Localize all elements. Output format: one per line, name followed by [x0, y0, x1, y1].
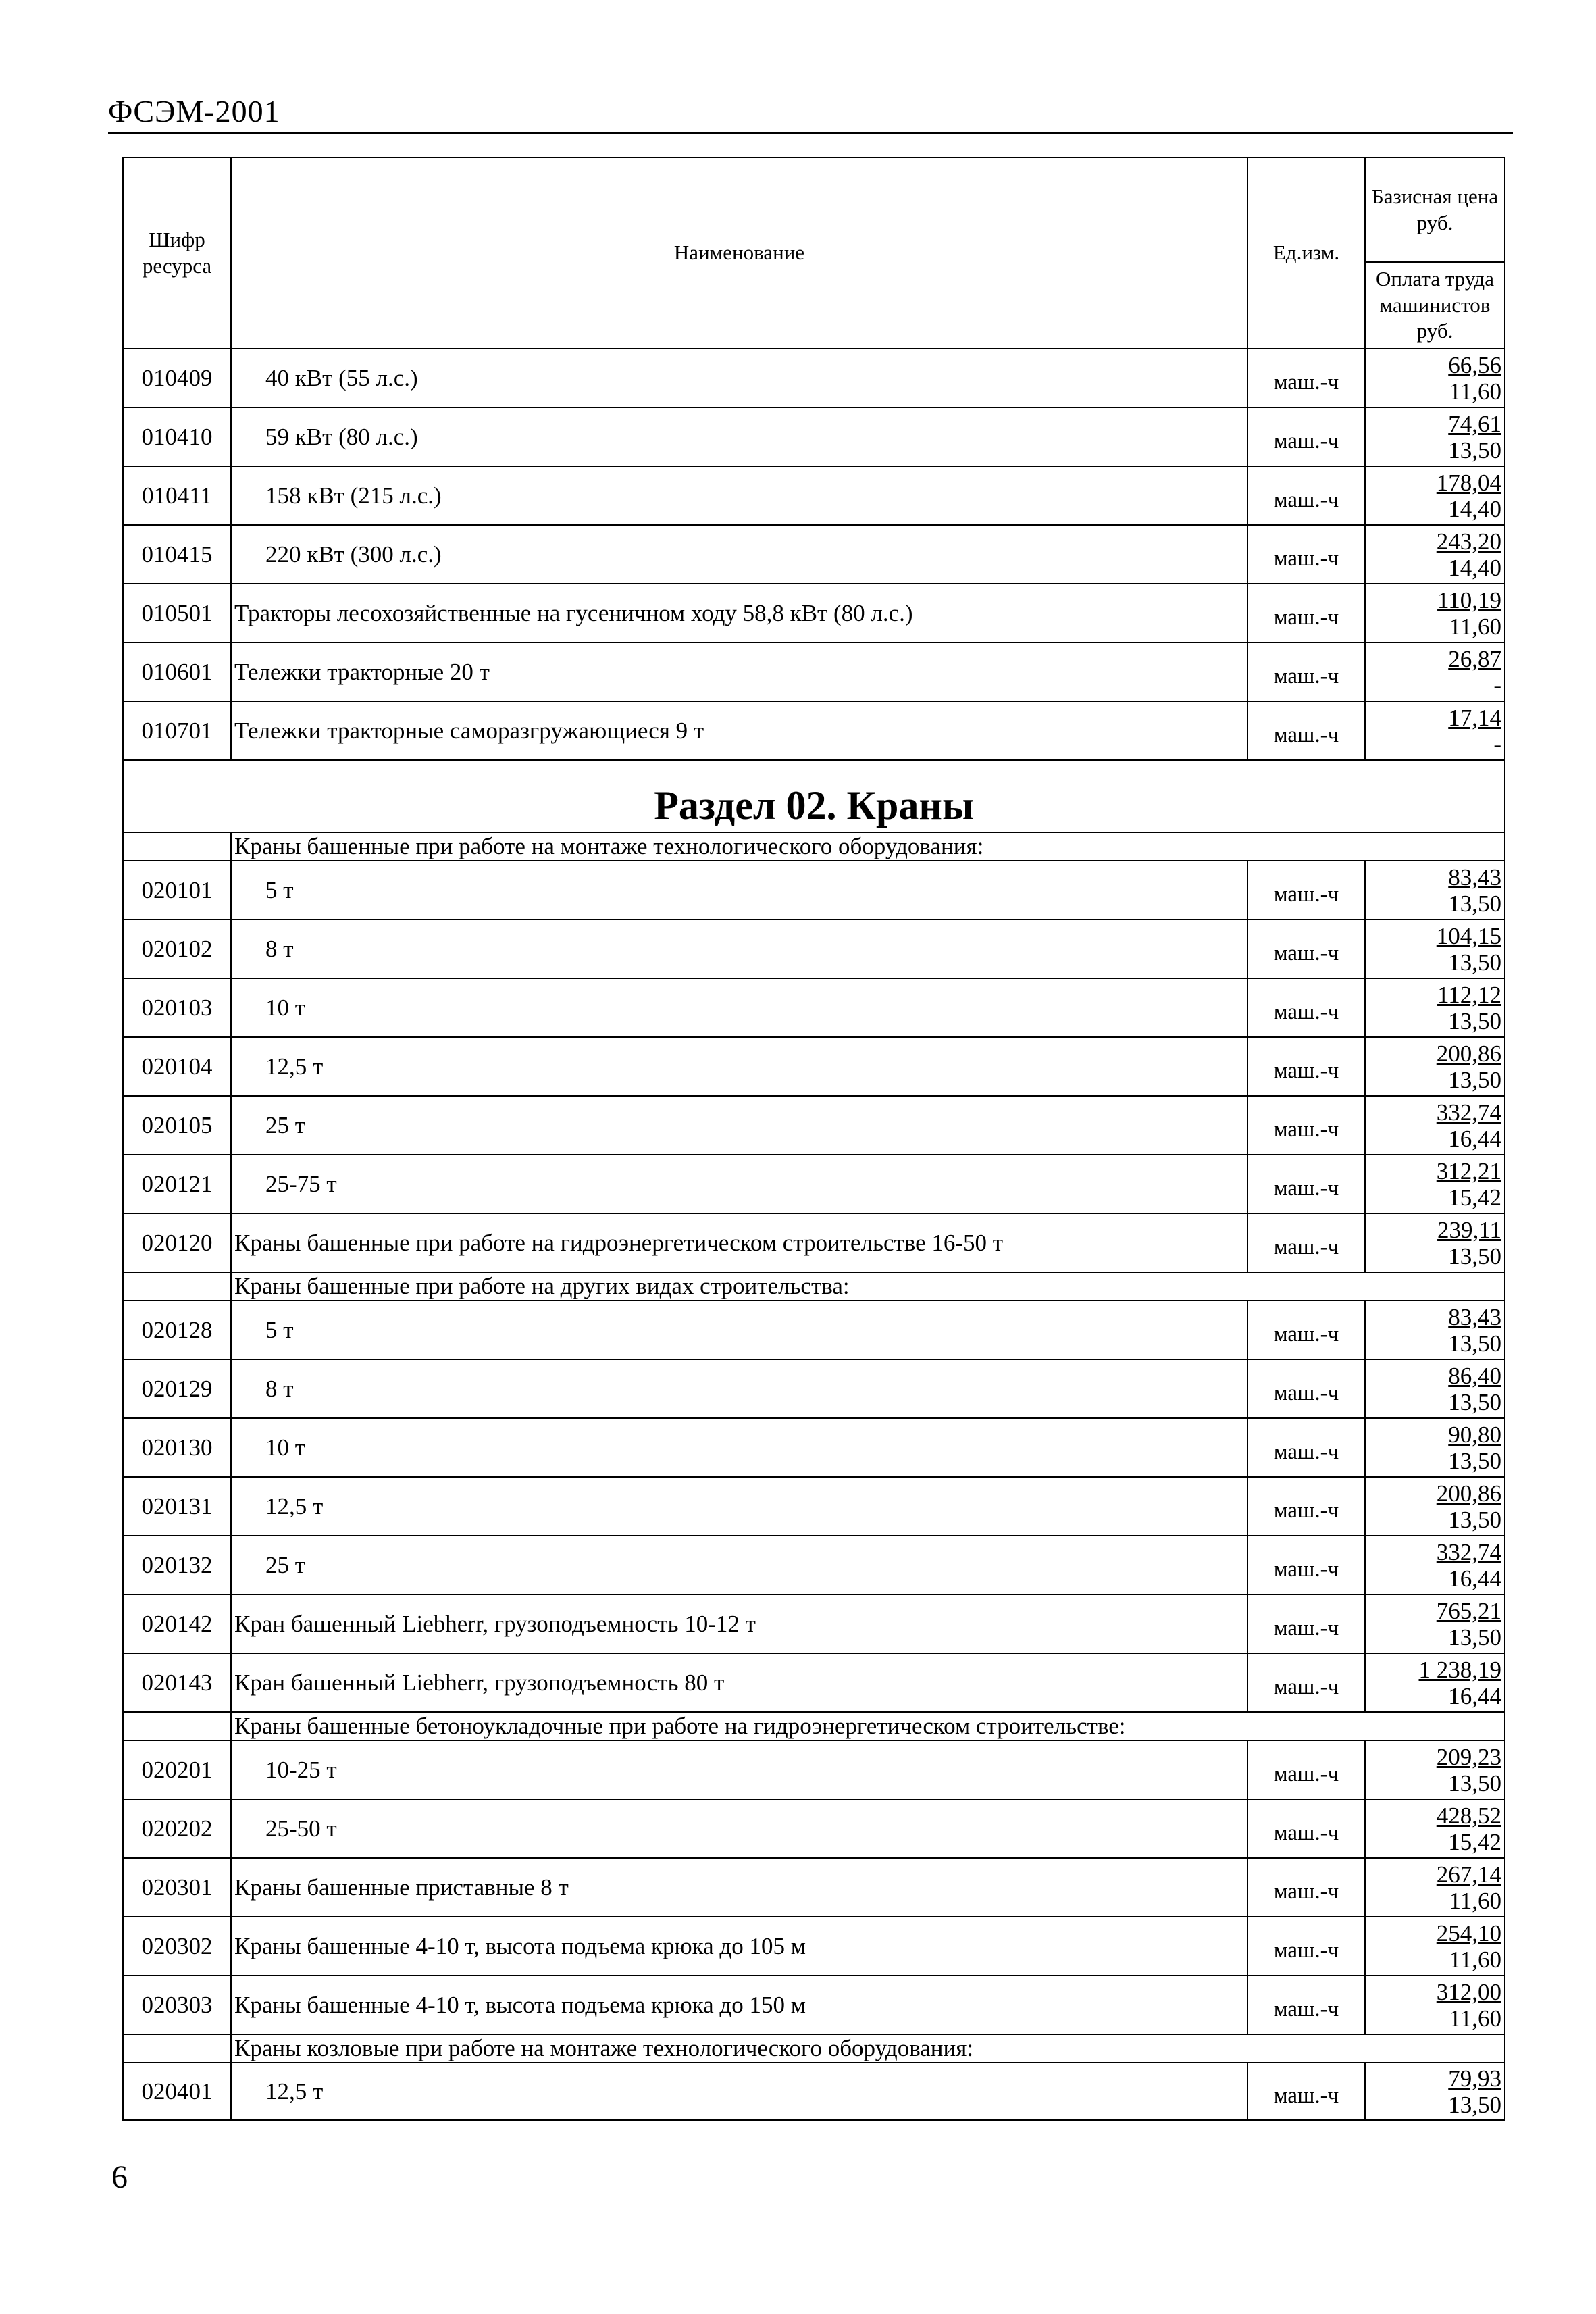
resource-unit: маш.-ч — [1247, 1418, 1365, 1477]
resource-unit: маш.-ч — [1247, 1594, 1365, 1653]
operator-wage: 15,42 — [1448, 1184, 1501, 1211]
table-row — [123, 584, 1505, 643]
resource-name: 8 т — [231, 1359, 1247, 1418]
price-cell — [1365, 584, 1505, 643]
price-cell — [1365, 1213, 1505, 1272]
resource-name: Краны башенные 4-10 т, высота подъема крюка до 105 м — [231, 1917, 1247, 1976]
resource-unit: маш.-ч — [1247, 466, 1365, 525]
price-cell — [1365, 525, 1505, 584]
resource-name: 158 кВт (215 л.с.) — [231, 466, 1247, 525]
resource-name: 8 т — [231, 920, 1247, 978]
section-title: Раздел 02. Краны — [123, 760, 1505, 832]
resource-code: 020302 — [123, 1917, 231, 1976]
price-cell — [1365, 1858, 1505, 1917]
resource-name: Краны башенные приставные 8 т — [231, 1858, 1247, 1917]
resource-unit: маш.-ч — [1247, 1037, 1365, 1096]
resource-name: Краны башенные при работе на гидроэнергетическом строительстве 16-50 т — [231, 1213, 1247, 1272]
table-row — [123, 407, 1505, 466]
resource-unit: маш.-ч — [1247, 1155, 1365, 1213]
table-row — [123, 525, 1505, 584]
table-row — [123, 1858, 1505, 1917]
resource-unit: маш.-ч — [1247, 1477, 1365, 1536]
table-row — [123, 1653, 1505, 1712]
resource-name: Тележки тракторные саморазгружающиеся 9 т — [231, 701, 1247, 760]
resource-code: 020121 — [123, 1155, 231, 1213]
resource-unit: маш.-ч — [1247, 1213, 1365, 1272]
price-cell — [1365, 1301, 1505, 1359]
resource-name: 5 т — [231, 861, 1247, 920]
base-price: 17,14 — [1448, 704, 1501, 731]
resource-code: 020201 — [123, 1740, 231, 1799]
resource-table — [122, 157, 1505, 2121]
resource-unit: маш.-ч — [1247, 701, 1365, 760]
base-price: 83,43 — [1448, 1303, 1501, 1330]
price-cell — [1365, 349, 1505, 407]
resource-code: 020103 — [123, 978, 231, 1037]
resource-name: Кран башенный Liebherr, грузоподъемность 10-12 т — [231, 1594, 1247, 1653]
table-row — [123, 1213, 1505, 1272]
base-price: 112,12 — [1437, 981, 1501, 1008]
operator-wage: 13,50 — [1448, 1066, 1501, 1093]
price-cell — [1365, 1418, 1505, 1477]
operator-wage: - — [1493, 730, 1501, 757]
resource-code: 020131 — [123, 1477, 231, 1536]
operator-wage: 13,50 — [1448, 1330, 1501, 1357]
operator-wage: 13,50 — [1448, 890, 1501, 917]
table-row — [123, 466, 1505, 525]
price-cell — [1365, 1740, 1505, 1799]
operator-wage: 13,50 — [1448, 2091, 1501, 2118]
resource-code: 010411 — [123, 466, 231, 525]
resource-unit: маш.-ч — [1247, 584, 1365, 643]
table-row — [123, 1976, 1505, 2034]
table-row — [123, 1359, 1505, 1418]
resource-name: Тележки тракторные 20 т — [231, 643, 1247, 701]
resource-code: 020142 — [123, 1594, 231, 1653]
resource-unit: маш.-ч — [1247, 861, 1365, 920]
base-price: 765,21 — [1436, 1597, 1501, 1624]
table-row — [123, 1096, 1505, 1155]
operator-wage: 16,44 — [1448, 1682, 1501, 1709]
header-code: Шифр ресурса — [123, 157, 231, 349]
resource-unit: маш.-ч — [1247, 1917, 1365, 1976]
price-cell — [1365, 407, 1505, 466]
resource-unit: маш.-ч — [1247, 1096, 1365, 1155]
base-price: 239,11 — [1437, 1216, 1501, 1243]
price-cell — [1365, 1096, 1505, 1155]
resource-unit: маш.-ч — [1247, 643, 1365, 701]
resource-name: Краны башенные 4-10 т, высота подъема крюка до 150 м — [231, 1976, 1247, 2034]
resource-unit: маш.-ч — [1247, 1740, 1365, 1799]
price-cell — [1365, 920, 1505, 978]
group-code-empty — [123, 1712, 231, 1740]
resource-code: 020143 — [123, 1653, 231, 1712]
price-cell — [1365, 1653, 1505, 1712]
header-unit: Ед.изм. — [1247, 157, 1365, 349]
operator-wage: 13,50 — [1448, 1242, 1501, 1269]
operator-wage: 13,50 — [1448, 1506, 1501, 1533]
base-price: 312,21 — [1436, 1157, 1501, 1184]
operator-wage: 16,44 — [1448, 1125, 1501, 1152]
resource-name: 220 кВт (300 л.с.) — [231, 525, 1247, 584]
base-price: 74,61 — [1448, 410, 1501, 437]
resource-code: 020120 — [123, 1213, 231, 1272]
price-cell — [1365, 643, 1505, 701]
document-header-title: ФСЭМ-2001 — [108, 94, 280, 128]
resource-unit: маш.-ч — [1247, 1536, 1365, 1594]
base-price: 200,86 — [1436, 1040, 1501, 1067]
operator-wage: 11,60 — [1449, 613, 1501, 640]
operator-wage: 11,60 — [1449, 1946, 1501, 1973]
table-row — [123, 701, 1505, 760]
resource-code: 020401 — [123, 2063, 231, 2120]
group-row — [123, 832, 1505, 861]
page-number: 6 — [111, 2159, 128, 2195]
group-row — [123, 1712, 1505, 1740]
resource-unit: маш.-ч — [1247, 978, 1365, 1037]
operator-wage: 11,60 — [1449, 2005, 1501, 2032]
price-cell — [1365, 1536, 1505, 1594]
operator-wage: 16,44 — [1448, 1565, 1501, 1592]
operator-wage: 11,60 — [1449, 378, 1501, 405]
price-cell — [1365, 1976, 1505, 2034]
resource-unit: маш.-ч — [1247, 920, 1365, 978]
resource-code: 020101 — [123, 861, 231, 920]
operator-wage: 13,50 — [1448, 1447, 1501, 1474]
base-price: 267,14 — [1436, 1861, 1501, 1888]
table-row — [123, 920, 1505, 978]
resource-code: 020301 — [123, 1858, 231, 1917]
group-row — [123, 2034, 1505, 2063]
table-row — [123, 1418, 1505, 1477]
price-cell — [1365, 1155, 1505, 1213]
resource-code: 020303 — [123, 1976, 231, 2034]
resource-unit: маш.-ч — [1247, 2063, 1365, 2120]
resource-code: 010701 — [123, 701, 231, 760]
table-row — [123, 643, 1505, 701]
resource-code: 010415 — [123, 525, 231, 584]
resource-unit: маш.-ч — [1247, 407, 1365, 466]
table-row — [123, 1594, 1505, 1653]
resource-name: 25 т — [231, 1536, 1247, 1594]
price-cell — [1365, 1594, 1505, 1653]
table-row — [123, 1477, 1505, 1536]
resource-code: 020129 — [123, 1359, 231, 1418]
operator-wage: - — [1493, 672, 1501, 699]
table-row — [123, 2063, 1505, 2120]
price-cell — [1365, 1799, 1505, 1858]
resource-name: 59 кВт (80 л.с.) — [231, 407, 1247, 466]
resource-unit: маш.-ч — [1247, 1359, 1365, 1418]
base-price: 428,52 — [1436, 1802, 1501, 1829]
base-price: 254,10 — [1436, 1919, 1501, 1946]
resource-name: 12,5 т — [231, 1037, 1247, 1096]
resource-code: 020202 — [123, 1799, 231, 1858]
resource-code: 020132 — [123, 1536, 231, 1594]
resource-code: 020130 — [123, 1418, 231, 1477]
resource-name: Кран башенный Liebherr, грузоподъемность 80 т — [231, 1653, 1247, 1712]
operator-wage: 13,50 — [1448, 436, 1501, 463]
resource-unit: маш.-ч — [1247, 1858, 1365, 1917]
group-row — [123, 1272, 1505, 1301]
table-body — [123, 349, 1505, 2120]
resource-code: 020105 — [123, 1096, 231, 1155]
price-cell — [1365, 861, 1505, 920]
resource-name: 25-50 т — [231, 1799, 1247, 1858]
base-price: 332,74 — [1436, 1099, 1501, 1126]
group-code-empty — [123, 2034, 231, 2063]
resource-code: 020102 — [123, 920, 231, 978]
base-price: 312,00 — [1436, 1978, 1501, 2005]
header-rule — [108, 132, 1513, 134]
resource-name: 5 т — [231, 1301, 1247, 1359]
resource-name: 10 т — [231, 978, 1247, 1037]
table-row — [123, 1037, 1505, 1096]
operator-wage: 13,50 — [1448, 1624, 1501, 1651]
base-price: 332,74 — [1436, 1538, 1501, 1565]
table-row — [123, 861, 1505, 920]
resource-unit: маш.-ч — [1247, 525, 1365, 584]
group-title: Краны башенные бетоноукладочные при работе на гидроэнергетическом строительстве: — [231, 1712, 1505, 1740]
resource-code: 020104 — [123, 1037, 231, 1096]
base-price: 86,40 — [1448, 1362, 1501, 1389]
operator-wage: 13,50 — [1448, 949, 1501, 976]
group-title: Краны козловые при работе на монтаже технологического оборудования: — [231, 2034, 1505, 2063]
base-price: 66,56 — [1448, 351, 1501, 378]
table-row — [123, 1301, 1505, 1359]
header-operator-wage: Оплата труда машинистов руб. — [1365, 262, 1505, 349]
resource-code: 010410 — [123, 407, 231, 466]
resource-unit: маш.-ч — [1247, 1976, 1365, 2034]
resource-name: 10 т — [231, 1418, 1247, 1477]
base-price: 243,20 — [1436, 528, 1501, 555]
resource-name: 40 кВт (55 л.с.) — [231, 349, 1247, 407]
operator-wage: 15,42 — [1448, 1828, 1501, 1855]
header-base-price: Базисная цена руб. — [1365, 157, 1505, 262]
base-price: 26,87 — [1448, 645, 1501, 672]
resource-code: 010409 — [123, 349, 231, 407]
base-price: 200,86 — [1436, 1480, 1501, 1507]
group-code-empty — [123, 1272, 231, 1301]
price-cell — [1365, 978, 1505, 1037]
price-cell — [1365, 1037, 1505, 1096]
table-row — [123, 1536, 1505, 1594]
price-cell — [1365, 2063, 1505, 2120]
table-row — [123, 1799, 1505, 1858]
price-cell — [1365, 701, 1505, 760]
table-header — [123, 157, 1505, 349]
resource-code: 020128 — [123, 1301, 231, 1359]
resource-name: 25 т — [231, 1096, 1247, 1155]
operator-wage: 14,40 — [1448, 554, 1501, 581]
base-price: 83,43 — [1448, 863, 1501, 890]
group-code-empty — [123, 832, 231, 861]
resource-name: Тракторы лесохозяйственные на гусеничном ходу 58,8 кВт (80 л.с.) — [231, 584, 1247, 643]
group-title: Краны башенные при работе на других видах строительства: — [231, 1272, 1505, 1301]
header-name: Наименование — [231, 157, 1247, 349]
table-row — [123, 1917, 1505, 1976]
base-price: 104,15 — [1436, 922, 1501, 949]
resource-name: 12,5 т — [231, 2063, 1247, 2120]
resource-name: 12,5 т — [231, 1477, 1247, 1536]
operator-wage: 13,50 — [1448, 1769, 1501, 1796]
resource-unit: маш.-ч — [1247, 1799, 1365, 1858]
resource-code: 010601 — [123, 643, 231, 701]
operator-wage: 13,50 — [1448, 1007, 1501, 1034]
price-cell — [1365, 1477, 1505, 1536]
resource-unit: маш.-ч — [1247, 349, 1365, 407]
price-cell — [1365, 466, 1505, 525]
base-price: 209,23 — [1436, 1743, 1501, 1770]
resource-name: 25-75 т — [231, 1155, 1247, 1213]
base-price: 178,04 — [1436, 469, 1501, 496]
section-row — [123, 760, 1505, 832]
table-row — [123, 349, 1505, 407]
resource-unit: маш.-ч — [1247, 1653, 1365, 1712]
base-price: 1 238,19 — [1418, 1656, 1501, 1683]
operator-wage: 13,50 — [1448, 1388, 1501, 1415]
group-title: Краны башенные при работе на монтаже технологического оборудования: — [231, 832, 1505, 861]
base-price: 79,93 — [1448, 2065, 1501, 2092]
base-price: 90,80 — [1448, 1421, 1501, 1448]
table-row — [123, 978, 1505, 1037]
resource-code: 010501 — [123, 584, 231, 643]
operator-wage: 11,60 — [1449, 1887, 1501, 1914]
resource-name: 10-25 т — [231, 1740, 1247, 1799]
price-cell — [1365, 1359, 1505, 1418]
table-row — [123, 1155, 1505, 1213]
price-cell — [1365, 1917, 1505, 1976]
resource-unit: маш.-ч — [1247, 1301, 1365, 1359]
operator-wage: 14,40 — [1448, 495, 1501, 522]
table-row — [123, 1740, 1505, 1799]
base-price: 110,19 — [1437, 586, 1501, 613]
